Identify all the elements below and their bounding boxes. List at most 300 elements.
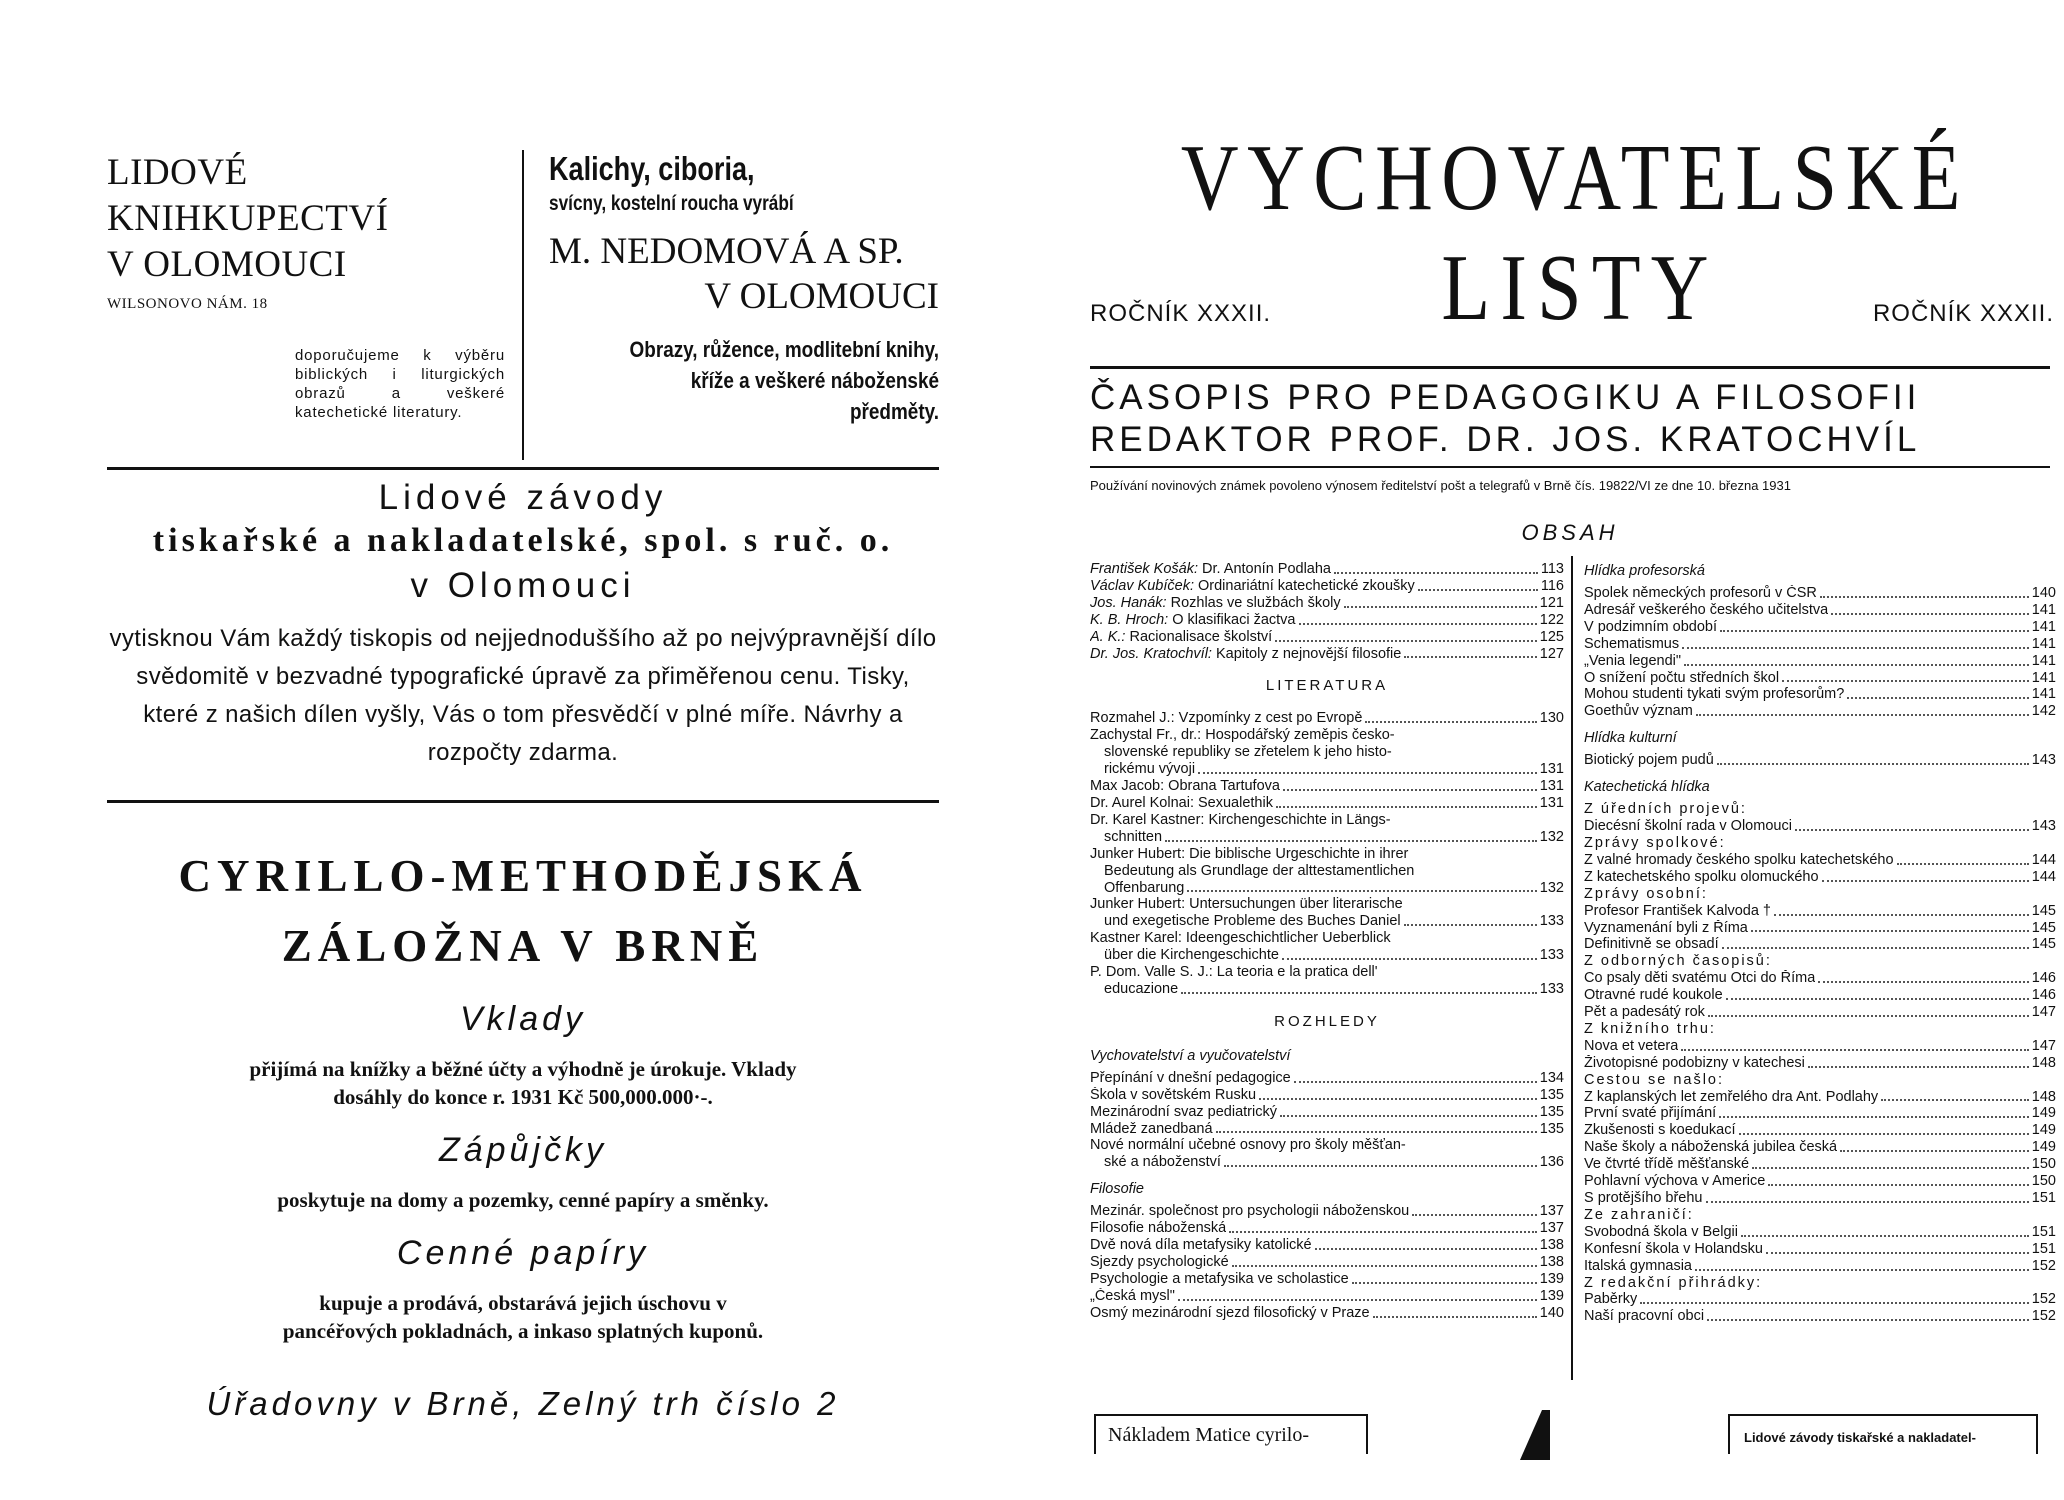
toc-entry-line: [1090, 646, 1564, 663]
dot-leader: [1847, 697, 2028, 699]
toc-entry-line: [1090, 1070, 1564, 1087]
bookshop-name-line: V OLOMOUCI: [107, 244, 347, 285]
entry-text: Nové normální učebné osnovy pro školy měšťan-: [1090, 1137, 1406, 1154]
toc-entry-line: [1584, 1089, 2056, 1106]
entry-text: Z valné hromady českého spolku katechetského: [1584, 851, 1894, 868]
divider-rule: [107, 800, 939, 803]
dot-leader: [1706, 1201, 2029, 1203]
dot-leader: [1198, 772, 1537, 774]
bookshop-address: WILSONOVO NÁM. 18: [107, 296, 268, 312]
toc-entry-line: [1584, 1139, 2056, 1156]
dot-leader: [1178, 1299, 1537, 1301]
dot-leader: [1315, 1248, 1537, 1250]
journal-subtitle: ČASOPIS PRO PEDAGOGIKU A FILOSOFII: [1090, 378, 1921, 417]
masthead-title-line-1: VYCHOVATELSKÉ: [1180, 126, 1970, 230]
rubric-heading: Z knižního trhu:: [1584, 1020, 1716, 1037]
entry-text: Co psaly děti svatému Otci do Říma: [1584, 970, 1816, 987]
entry-text: Rozmahel J.: Vzpomínky z cest po Evropě: [1090, 710, 1363, 727]
press-line-1: Lidové závody: [378, 478, 668, 517]
dot-leader: [1187, 890, 1536, 892]
entry-text: Z kaplanských let zemřelého dra Ant. Podlahy: [1584, 1088, 1879, 1105]
entry-text: Max Jacob: Obrana Tartufova: [1090, 778, 1280, 795]
dot-leader: [1820, 596, 2029, 598]
toc-entry-line: [1584, 869, 2056, 886]
page-number: 141: [2031, 652, 2056, 669]
toc-entry-line: [1090, 612, 1564, 629]
entry-text: Přepínání v dnešní pedagogice: [1090, 1069, 1291, 1086]
press-line-2: tiskařské a nakladatelské, spol. s ruč. o.: [152, 522, 894, 559]
toc-entry: [1090, 964, 1564, 998]
dot-leader: [1181, 992, 1537, 994]
page-number: 140: [2031, 585, 2056, 601]
dot-leader: [1229, 1231, 1537, 1233]
press-ad: [107, 478, 939, 772]
volume-label-left: ROČNÍK XXXII.: [1090, 300, 1272, 327]
dot-leader: [1404, 656, 1536, 658]
rubric-heading: Zprávy osobní:: [1584, 885, 1708, 902]
dot-leader: [1795, 829, 2029, 831]
toc-entry-line: [1584, 1241, 2056, 1258]
toc-entry-line: [1584, 1173, 2056, 1190]
toc-entry-line: [1090, 947, 1564, 964]
page-mark: [1520, 1410, 1550, 1460]
toc-entry-line: [1090, 1220, 1564, 1237]
dot-leader: [1344, 606, 1537, 608]
divider-rule: [107, 467, 939, 470]
dot-leader: [1822, 880, 2029, 882]
ad-divider: [522, 150, 524, 460]
page-number: 135: [1539, 1103, 1564, 1120]
article-title: O klasifikaci žactva: [1172, 611, 1296, 628]
toc-entry: [1090, 1237, 1564, 1254]
dot-leader: [1818, 981, 2029, 983]
top-advertisements: [107, 150, 939, 460]
dot-leader: [1717, 763, 2029, 765]
bookshop-ad: [107, 150, 507, 421]
article-author: Jos. Hanák:: [1090, 594, 1171, 611]
page-number: 149: [2031, 1139, 2056, 1156]
entry-text: „Venia legendi": [1584, 652, 1682, 669]
page-number: 146: [2031, 970, 2056, 987]
entry-text: Profesor František Kalvoda †: [1584, 902, 1771, 919]
dot-leader: [1752, 1167, 2029, 1169]
toc-entry-line: [1090, 761, 1564, 778]
page-number: 146: [2031, 987, 2056, 1004]
article-entry: [1090, 646, 1401, 663]
toc-entry-line: [1090, 1203, 1564, 1220]
toc-entry-line: [1090, 829, 1564, 846]
page-number: 135: [1539, 1086, 1564, 1103]
entry-text: Junker Hubert: Untersuchungen über literarische: [1090, 896, 1403, 913]
toc-entry-line: [1584, 1038, 2056, 1055]
toc-entry-line: [1090, 561, 1564, 578]
toc-entry-line: [1090, 1305, 1564, 1322]
toc-entry-line: [1584, 936, 2056, 953]
article-title: Ordinariátní katechetické zkoušky: [1198, 577, 1415, 594]
page-number: 141: [2031, 635, 2056, 652]
dot-leader: [1224, 1165, 1537, 1167]
page-number: 134: [1539, 1069, 1564, 1086]
toc-entry-line: [1584, 752, 2056, 769]
toc-entry-line: [1584, 987, 2056, 1004]
toc-entry-line: [1584, 852, 2056, 869]
page-number: 145: [2031, 936, 2056, 953]
page-number: 139: [1539, 1270, 1564, 1287]
page-number: 151: [2031, 1240, 2056, 1257]
toc-entry-line: [1584, 1156, 2056, 1173]
toc-entry-line: [1090, 1254, 1564, 1271]
entry-text: „Česká mysl": [1090, 1287, 1175, 1304]
entry-text: Naší pracovní obci: [1584, 1308, 1705, 1325]
contents-column-divider: [1571, 556, 1573, 1380]
dot-leader: [1751, 930, 2029, 932]
article-entry: [1090, 578, 1415, 595]
dot-leader: [1283, 789, 1537, 791]
toc-entry: [1090, 1271, 1564, 1288]
left-page-advertisements: [0, 0, 1030, 1500]
page-number: 141: [2031, 601, 2056, 618]
dot-leader: [1232, 1265, 1537, 1267]
page-number: 141: [2031, 618, 2056, 635]
article-author: Václav Kubíček:: [1090, 577, 1198, 594]
entry-text: První svaté přijímání: [1584, 1105, 1717, 1122]
dot-leader: [1259, 1098, 1537, 1100]
page-number: 130: [1539, 710, 1564, 727]
page-number: 140: [1539, 1304, 1564, 1321]
entry-text: Konfesní škola v Holandsku: [1584, 1240, 1763, 1257]
toc-entry: [1090, 1305, 1564, 1322]
entry-text: Svobodná škola v Belgii: [1584, 1223, 1738, 1240]
toc-entry: [1090, 1087, 1564, 1104]
dot-leader: [1299, 623, 1537, 625]
nedomova-city: V OLOMOUCI: [704, 276, 939, 317]
nedomova-heading: Kalichy, ciboria,: [549, 150, 755, 187]
page-number: 127: [1539, 645, 1564, 662]
bank-section-text: poskytuje na domy a pozemky, cenné papíry a směnky.: [277, 1188, 769, 1212]
entry-text: Goethův význam: [1584, 703, 1693, 720]
dot-leader: [1352, 1282, 1537, 1284]
toc-entry-line: [1090, 981, 1564, 998]
rubric-heading: Z redakční přihrádky:: [1584, 1274, 1763, 1291]
toc-entry: [1090, 1137, 1564, 1171]
toc-entry-line: [1090, 778, 1564, 795]
page-number: 144: [2031, 868, 2056, 885]
page-number: 132: [1539, 879, 1564, 896]
toc-entry-line: [1090, 595, 1564, 612]
toc-entry-line: [1584, 636, 2056, 653]
toc-entry: [1090, 1203, 1564, 1220]
toc-entry-line: [1090, 629, 1564, 646]
entry-text: Paběrky: [1584, 1291, 1638, 1308]
entry-text: V podzimním období: [1584, 618, 1717, 635]
entry-text: O snížení počtu středních škol: [1584, 669, 1780, 686]
page-number: 125: [1539, 628, 1564, 645]
dot-leader: [1294, 1081, 1537, 1083]
article-author: František Košák:: [1090, 561, 1203, 577]
dot-leader: [1275, 640, 1537, 642]
entry-text: Mohou studenti tykati svým profesorům?: [1584, 686, 1845, 703]
dot-leader: [1774, 914, 2029, 916]
toc-entry-line: [1090, 1121, 1564, 1138]
rubric-heading: Cestou se našlo:: [1584, 1071, 1725, 1088]
entry-text: Nova et vetera: [1584, 1037, 1679, 1054]
toc-entry: [1090, 812, 1564, 846]
toc-entry-line: [1584, 1190, 2056, 1207]
page-number: 133: [1539, 980, 1564, 997]
section-subheading: Katechetická hlídka: [1584, 779, 1710, 796]
printer-box: Lidové závody tiskařské a nakladatel-: [1728, 1414, 2038, 1454]
toc-entry-line: [1584, 1308, 2056, 1325]
entry-text: und exegetische Probleme des Buches Daniel: [1104, 913, 1401, 930]
toc-entry: [1090, 727, 1564, 778]
dot-leader: [1739, 1133, 2029, 1135]
toc-entry-line: [1090, 880, 1564, 897]
entry-text: slovenské republiky se zřetelem k jeho histo-: [1104, 744, 1392, 761]
bookshop-name-line: LIDOVÉ: [107, 152, 248, 193]
page-number: 121: [1539, 594, 1564, 611]
entry-text: P. Dom. Valle S. J.: La teoria e la pratica dell': [1090, 964, 1378, 981]
bank-section-heading: Vklady: [459, 1000, 587, 1038]
rubric-heading: Zprávy spolkové:: [1584, 834, 1726, 851]
article-author: K. B. Hroch:: [1090, 611, 1173, 628]
toc-entry: [1090, 710, 1564, 727]
article-title: Dr. Antonín Podlaha: [1202, 561, 1332, 577]
entry-text: Italská gymnasia: [1584, 1257, 1692, 1274]
entry-text: Mládež zanedbaná: [1090, 1120, 1213, 1137]
toc-entry-line: [1584, 1258, 2056, 1275]
toc-entry-line: [1584, 602, 2056, 619]
toc-entry: [1090, 1254, 1564, 1271]
nedomova-ad: [549, 150, 939, 427]
entry-text: Z katechetského spolku olomuckého: [1584, 868, 1819, 885]
dot-leader: [1640, 1302, 2029, 1304]
entry-line: [1090, 930, 1564, 947]
entry-text: Pět a padesátý rok: [1584, 1004, 1705, 1021]
toc-entry: [1090, 1104, 1564, 1121]
literature-list: [1090, 710, 1564, 997]
right-page-cover: [1030, 0, 2064, 1500]
toc-entry-line: [1584, 970, 2056, 987]
rubric-heading: Ze zahraničí:: [1584, 1206, 1694, 1223]
entry-line: [1090, 744, 1564, 761]
page-number: 147: [2031, 1004, 2056, 1021]
page-number: 131: [1539, 778, 1564, 795]
literature-heading: LITERATURA: [1265, 677, 1389, 695]
dot-leader: [1881, 1099, 2029, 1101]
toc-entry: [1090, 896, 1564, 930]
entry-text: Spolek německých profesorů v ČSR: [1584, 585, 1817, 601]
dot-leader: [1808, 1066, 2029, 1068]
postal-notice: Používání novinových známek povoleno výnosem ředitelství pošt a telegrafů v Brně čís. 19822/VI ze dne 10. března 1931: [1090, 478, 1791, 493]
entry-line: [1090, 846, 1564, 863]
section-subheading: Hlídka kulturní: [1584, 730, 1677, 747]
dot-leader: [1276, 806, 1537, 808]
toc-entry: [1090, 1220, 1564, 1237]
dot-leader: [1681, 1049, 2028, 1051]
reviews-list: [1090, 1070, 1564, 1171]
toc-entry-line: [1584, 1122, 2056, 1139]
page-number: 136: [1539, 1154, 1564, 1171]
toc-entry-line: [1584, 1224, 2056, 1241]
entry-text: Zkušenosti s koedukací: [1584, 1122, 1736, 1139]
entry-text: Dvě nová díla metafysiky katolické: [1090, 1237, 1312, 1254]
toc-entry-line: [1090, 1104, 1564, 1121]
toc-entry-line: [1090, 1288, 1564, 1305]
bank-ad: [107, 850, 939, 1423]
dot-leader: [1334, 572, 1538, 574]
toc-entry-line: [1584, 1055, 2056, 1072]
bank-section-heading: Cenné papíry: [396, 1234, 650, 1272]
article-entry: [1090, 612, 1296, 629]
toc-entry: [1090, 1070, 1564, 1087]
toc-entry: [1090, 1121, 1564, 1138]
entry-text: Mezinárodní svaz pediatrický: [1090, 1103, 1277, 1120]
entry-text: Ve čtvrté třídě měšťanské: [1584, 1156, 1750, 1173]
nedomova-subheading: svícny, kostelní roucha vyrábí: [549, 192, 794, 215]
page-number: 113: [1540, 561, 1564, 577]
dot-leader: [1722, 947, 2029, 949]
entry-text: Otravné rudé koukole: [1584, 987, 1723, 1004]
nedomova-description: Obrazy, růžence, modlitební knihy, kříže a veškeré náboženské předměty.: [629, 337, 939, 424]
dot-leader: [1365, 721, 1536, 723]
page-number: 144: [2031, 851, 2056, 868]
article-author: Dr. Jos. Kratochvíl:: [1090, 645, 1216, 662]
masthead-rule: [1090, 466, 2050, 468]
contents-right-column: [1584, 553, 2056, 1325]
entry-text: Biotický pojem pudů: [1584, 752, 1714, 769]
page-number: 151: [2031, 1223, 2056, 1240]
entry-text: Schematismus: [1584, 635, 1680, 652]
bank-section-heading: Zápůjčky: [438, 1131, 608, 1169]
entry-line: [1090, 812, 1564, 829]
dot-leader: [1684, 664, 2029, 666]
dot-leader: [1404, 924, 1537, 926]
entry-text: Pohlavní výchova v Americe: [1584, 1173, 1766, 1190]
page-number: 149: [2031, 1122, 2056, 1139]
page-number: 148: [2031, 1054, 2056, 1071]
entry-text: Offenbarung: [1104, 879, 1185, 896]
toc-entry-line: [1584, 585, 2056, 602]
toc-entry-line: [1584, 686, 2056, 703]
toc-entry-line: [1584, 670, 2056, 687]
page-number: 137: [1539, 1220, 1564, 1237]
page-number: 141: [2031, 669, 2056, 686]
page-number: 152: [2031, 1291, 2056, 1308]
toc-entry-line: [1090, 795, 1564, 812]
entry-line: [1090, 964, 1564, 981]
entry-text: Dr. Aurel Kolnai: Sexualethik: [1090, 794, 1273, 811]
dot-leader: [1897, 863, 2029, 865]
dot-leader: [1707, 1319, 2029, 1321]
publisher-box: Nákladem Matice cyrilo-: [1094, 1414, 1368, 1454]
dot-leader: [1695, 1269, 2029, 1271]
entry-text: Adresář veškerého českého učitelstva: [1584, 601, 1829, 618]
entry-text: Junker Hubert: Die biblische Urgeschichte in ihrer: [1090, 845, 1409, 862]
press-line-3: v Olomouci: [410, 566, 636, 605]
page-number: 141: [2031, 686, 2056, 703]
toc-entry-line: [1584, 1105, 2056, 1122]
masthead-title-line-2: LISTY: [1441, 236, 1719, 340]
dot-leader: [1840, 1150, 2029, 1152]
page-number: 148: [2031, 1088, 2056, 1105]
toc-entry: [1090, 795, 1564, 812]
bank-title-2: ZÁLOŽNA V BRNĚ: [281, 921, 765, 971]
page-number: 122: [1539, 611, 1564, 628]
toc-entry-line: [1584, 1004, 2056, 1021]
page-number: 143: [2031, 752, 2056, 769]
article-entry: [1090, 595, 1341, 612]
dot-leader: [1165, 840, 1537, 842]
toc-entry-line: [1090, 710, 1564, 727]
dot-leader: [1282, 958, 1537, 960]
page-number: 143: [2031, 818, 2056, 835]
article-title: Racionalisace školství: [1129, 628, 1273, 645]
entry-text: Dr. Karel Kastner: Kirchengeschichte in Längs-: [1090, 811, 1391, 828]
entry-text: ské a náboženství: [1104, 1154, 1221, 1171]
toc-entry-line: [1584, 903, 2056, 920]
entry-text: Vyznamenání byli z Říma: [1584, 919, 1748, 936]
entry-line: [1090, 727, 1564, 744]
page-number: 132: [1539, 828, 1564, 845]
dot-leader: [1708, 1015, 2029, 1017]
toc-entry-line: [1584, 653, 2056, 670]
entry-line: [1090, 1137, 1564, 1154]
entry-text: Osmý mezinárodní sjezd filosofický v Praze: [1090, 1304, 1370, 1321]
toc-entry-line: [1090, 1154, 1564, 1171]
page-number: 150: [2031, 1173, 2056, 1190]
toc-entry-line: [1090, 578, 1564, 595]
entry-text: Filosofie náboženská: [1090, 1220, 1227, 1237]
article-author: A. K.:: [1090, 628, 1130, 645]
dot-leader: [1412, 1214, 1537, 1216]
bookshop-name-line: KNIHKUPECTVÍ: [107, 198, 389, 239]
entry-text: Mezinár. společnost pro psychologii náboženskou: [1090, 1203, 1410, 1220]
dot-leader: [1741, 1235, 2029, 1237]
dot-leader: [1726, 998, 2029, 1000]
dot-leader: [1768, 1184, 2028, 1186]
page-number: 116: [1540, 577, 1564, 594]
contents-left-column: [1090, 561, 1564, 1322]
entry-text: Bedeutung als Grundlage der alttestamentlichen: [1104, 862, 1415, 879]
volume-label-right: ROČNÍK XXXII.: [1872, 300, 2054, 327]
toc-entry-line: [1584, 920, 2056, 937]
dot-leader: [1216, 1131, 1537, 1133]
reviews-subheading: Vychovatelství a vyučovatelství: [1090, 1047, 1291, 1064]
article-title: Rozhlas ve službách školy: [1170, 594, 1341, 611]
page-number: 139: [1539, 1287, 1564, 1304]
entry-text: Zachystal Fr., dr.: Hospodářský zeměpis česko-: [1090, 727, 1395, 744]
bookshop-description: doporučujeme k výběru biblických i liturgických obrazů a veškeré katechetické literatury.: [295, 347, 505, 421]
page-number: 133: [1539, 947, 1564, 964]
entry-text: über die Kirchengeschichte: [1104, 947, 1279, 964]
bank-footer: Úřadovny v Brně, Zelný trh číslo 2: [206, 1385, 840, 1422]
entry-text: Psychologie a metafysika ve scholastice: [1090, 1270, 1349, 1287]
entry-text: Naše školy a náboženská jubilea česká: [1584, 1139, 1838, 1156]
bank-section-text: přijímá na knížky a běžné účty a výhodně je úrokuje. Vklady dosáhly do konce r. 1931 Kč 500,000.000·-.: [249, 1057, 797, 1109]
reviews-list: [1090, 1203, 1564, 1321]
toc-entry-line: [1584, 818, 2056, 835]
page-number: 145: [2031, 902, 2056, 919]
page-number: 151: [2031, 1190, 2056, 1206]
entry-line: [1090, 896, 1564, 913]
contents-title: OBSAH: [1521, 520, 1619, 545]
page-number: 138: [1539, 1254, 1564, 1270]
entry-text: Životopisné podobizny v katechesi: [1584, 1054, 1805, 1071]
dot-leader: [1696, 714, 2029, 716]
entry-text: Škola v sovětském Rusku: [1090, 1086, 1257, 1103]
entry-text: schnitten: [1104, 828, 1163, 845]
dot-leader: [1418, 589, 1538, 591]
